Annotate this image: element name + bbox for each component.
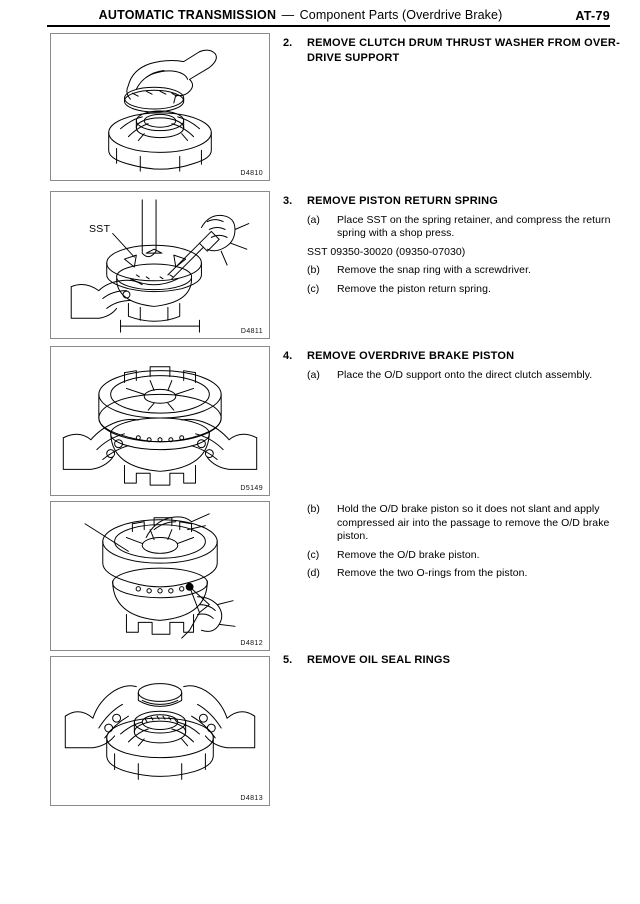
step-4-number: 4. [283, 350, 293, 362]
step-3-heading [283, 194, 623, 209]
figure-d4811 [50, 191, 270, 339]
step-4-item-a-text: Place the O/D support onto the direct clutch assembly. [337, 368, 593, 381]
step-4-continued [283, 503, 623, 581]
step-4-item-b-text: Hold the O/D brake piston so it does not slant and apply compressed air into the passage to remove the O/D brake piston. [337, 503, 610, 542]
figure-d4810 [50, 33, 270, 181]
header-title [47, 8, 554, 23]
step-4 [283, 349, 623, 382]
step-3-item-c [307, 283, 623, 297]
step-3-item-a-marker: (a) [307, 213, 320, 226]
figure-d4813 [50, 656, 270, 806]
step-5-title: REMOVE OIL SEAL RINGS [307, 654, 451, 666]
step-3-item-c-marker: (c) [307, 282, 320, 295]
step-4-heading [283, 349, 623, 364]
step-4-item-d-text: Remove the two O-rings from the piston. [337, 567, 528, 579]
step-4-item-c [307, 549, 623, 563]
step-2-heading [283, 36, 623, 65]
step-3 [283, 194, 623, 296]
step-4-item-c-marker: (c) [307, 548, 320, 561]
step-3-item-b-marker: (b) [307, 264, 320, 276]
step-4-item-b-marker: (b) [307, 503, 320, 515]
step-3-item-b-text: Remove the snap ring with a screwdriver. [337, 264, 531, 276]
step-2 [283, 36, 623, 67]
step-2-number: 2. [283, 37, 293, 49]
step-4-item-c-text: Remove the O/D brake piston. [337, 548, 480, 561]
step-2-title: REMOVE CLUTCH DRUM THRUST WASHER FROM OVER-DRIVE SUPPORT [307, 37, 620, 64]
figure-code: D4810 [240, 170, 263, 177]
step-3-title: REMOVE PISTON RETURN SPRING [307, 195, 498, 207]
step-3-item-a-text: Place SST on the spring retainer, and compress the return spring with a shop press. [337, 213, 611, 239]
page-number: AT-79 [575, 9, 610, 23]
step-4-title: REMOVE OVERDRIVE BRAKE PISTON [307, 350, 515, 362]
header-subtitle: Component Parts (Overdrive Brake) [299, 8, 503, 22]
step-4-item-a-marker: (a) [307, 368, 320, 381]
step-3-item-b [307, 264, 623, 278]
step-5-heading [283, 653, 623, 668]
header-dash: — [281, 8, 295, 22]
step-3-item-c-text: Remove the piston return spring. [337, 282, 491, 295]
header-main-title: AUTOMATIC TRANSMISSION [98, 8, 277, 22]
page-header [47, 8, 610, 34]
figure-d5149 [50, 346, 270, 496]
step-3-sst-part-number: SST 09350-30020 (09350-07030) [307, 245, 466, 258]
step-3-number: 3. [283, 195, 293, 207]
figure-code: D4811 [240, 328, 263, 335]
figure-d4812 [50, 501, 270, 651]
figure-code: D4812 [240, 640, 263, 647]
figure-code: D5149 [240, 485, 263, 492]
figure-code: D4813 [240, 795, 263, 802]
step-4-item-d-marker: (d) [307, 567, 320, 579]
step-4-item-a [307, 369, 623, 383]
step-4-item-d [307, 567, 623, 581]
step-4-item-b [307, 503, 623, 544]
header-divider [47, 25, 610, 27]
step-5 [283, 653, 623, 670]
step-5-number: 5. [283, 654, 293, 666]
step-3-item-a [307, 214, 623, 241]
figure-callout-sst: SST [89, 223, 111, 235]
